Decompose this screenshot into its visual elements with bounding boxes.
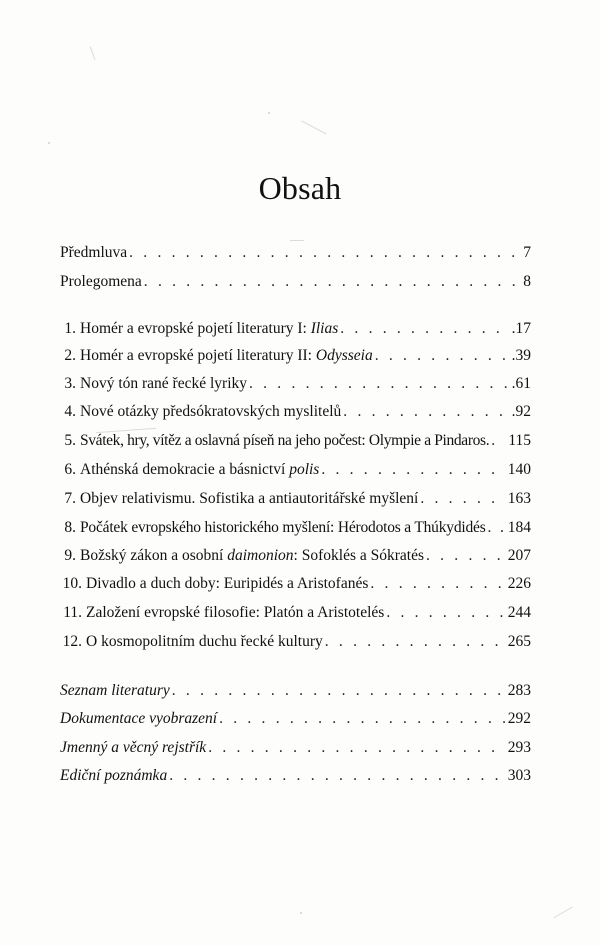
toc-chapter-9[interactable]	[60, 547, 531, 571]
toc-entry-edicni-poznamka[interactable]	[60, 767, 531, 791]
dot-leader	[325, 633, 506, 651]
toc-page-number: 265	[507, 633, 531, 650]
toc-page-number: .92	[511, 403, 531, 420]
chapter-title: Počátek evropského historického myšlení: Hérodotos a Thúkydidés	[80, 519, 486, 536]
toc-chapter-12[interactable]	[60, 633, 531, 657]
dot-leader	[343, 403, 509, 421]
chapter-number: 12.	[62, 633, 82, 650]
chapter-title: Božský zákon a osobní daimonion: Sofoklés a Sókratés	[80, 547, 424, 564]
chapter-title: Nový tón rané řecké lyriky	[80, 375, 247, 392]
toc-page-number: .39	[511, 347, 531, 364]
toc-entry-label: Seznam literatury	[60, 682, 170, 699]
dot-leader	[426, 547, 506, 565]
chapter-number: 5.	[64, 432, 76, 449]
toc-chapter-1[interactable]	[60, 320, 531, 344]
toc-entry-label: Předmluva	[60, 244, 128, 261]
chapter-number: 11.	[63, 604, 82, 621]
page-title: Obsah	[258, 170, 342, 206]
chapter-number: 9.	[64, 547, 76, 564]
scan-speck	[48, 142, 50, 144]
dot-leader	[169, 767, 506, 785]
toc-page-number: 115	[508, 432, 531, 449]
toc-entry-rejstrik[interactable]	[60, 739, 531, 763]
chapter-title: Založení evropské filosofie: Platón a Aristotelés	[86, 604, 385, 621]
toc-page-number: 283	[507, 682, 531, 699]
toc-chapter-8[interactable]	[60, 519, 531, 543]
scan-speck	[268, 112, 270, 114]
dot-leader	[219, 710, 506, 728]
toc-chapter-10[interactable]	[60, 575, 531, 599]
chapter-number: 1.	[64, 320, 76, 337]
dot-leader	[172, 682, 506, 700]
dot-leader	[321, 461, 505, 479]
dot-leader	[488, 519, 498, 537]
toc-entry-label: Prolegomena	[60, 273, 142, 290]
scan-speck	[301, 120, 326, 134]
chapter-number: 8.	[64, 519, 76, 536]
dot-leader	[249, 375, 510, 393]
toc-page-number: 207	[507, 547, 531, 564]
chapter-number: 3.	[64, 375, 76, 392]
dot-leader	[208, 739, 506, 757]
toc-page-number: 292	[507, 710, 531, 727]
toc-page-number: 244	[507, 604, 531, 621]
dot-leader	[491, 432, 506, 450]
toc-page-number: 140	[507, 461, 531, 478]
chapter-title: Homér a evropské pojetí literatury I: Ilias	[80, 320, 339, 337]
dot-leader	[129, 244, 521, 262]
chapter-number: 4.	[64, 403, 76, 420]
chapter-title: Homér a evropské pojetí literatury II: Odysseia	[80, 347, 373, 364]
chapter-number: 7.	[64, 490, 76, 507]
scan-speck	[553, 907, 573, 919]
toc-entry-seznam-literatury[interactable]	[60, 682, 531, 706]
dot-leader	[386, 604, 505, 622]
scan-speck	[300, 912, 302, 914]
chapter-title: O kosmopolitním duchu řecké kultury	[86, 633, 323, 650]
scan-speck	[90, 46, 96, 59]
toc-page-number: .17	[511, 320, 531, 337]
toc-page-number: 7	[523, 244, 531, 261]
chapter-title: Objev relativismu. Sofistika a antiautoritářské myšlení	[80, 490, 419, 507]
chapter-title: Svátek, hry, vítěz a oslavná píseň na jeho počest: Olympie a Pindaros.	[80, 432, 490, 449]
chapter-title: Divadlo a duch doby: Euripidés a Aristofanés	[86, 575, 369, 592]
toc-chapter-2[interactable]	[60, 347, 531, 371]
scan-speck	[290, 240, 304, 241]
toc-chapter-11[interactable]	[60, 604, 531, 628]
toc-page-number: 8	[523, 273, 531, 290]
toc-page-number: . 184	[500, 519, 531, 536]
toc-chapter-5[interactable]	[60, 432, 531, 456]
toc-page-number: 163	[507, 490, 531, 507]
toc-entry-label: Ediční poznámka	[60, 767, 168, 784]
toc-entry-label: Dokumentace vyobrazení	[60, 710, 218, 727]
toc-page-number: .61	[511, 375, 531, 392]
chapter-number: 2.	[64, 347, 76, 364]
dot-leader	[420, 490, 505, 508]
dot-leader	[340, 320, 509, 338]
toc-page-number: 226	[507, 575, 531, 592]
toc-entry-predmluva[interactable]	[60, 244, 531, 268]
chapter-number: 10.	[62, 575, 82, 592]
toc-entry-prolegomena[interactable]	[60, 273, 531, 297]
toc-chapter-3[interactable]	[60, 375, 531, 399]
dot-leader	[144, 273, 521, 291]
chapter-title: Athénská demokracie a básnictví polis	[80, 461, 320, 478]
toc-chapter-4[interactable]	[60, 403, 531, 427]
toc-page-number: 293	[507, 739, 531, 756]
chapter-number: 6.	[64, 461, 76, 478]
toc-entry-label: Jmenný a věcný rejstřík	[60, 739, 207, 756]
chapter-title: Nové otázky předsókratovských myslitelů	[80, 403, 342, 420]
toc-chapter-6[interactable]	[60, 461, 531, 485]
toc-entry-dokumentace-vyobrazeni[interactable]	[60, 710, 531, 734]
toc-page-number: 303	[507, 767, 531, 784]
dot-leader	[375, 347, 510, 365]
toc-chapter-7[interactable]	[60, 490, 531, 514]
dot-leader	[370, 575, 505, 593]
